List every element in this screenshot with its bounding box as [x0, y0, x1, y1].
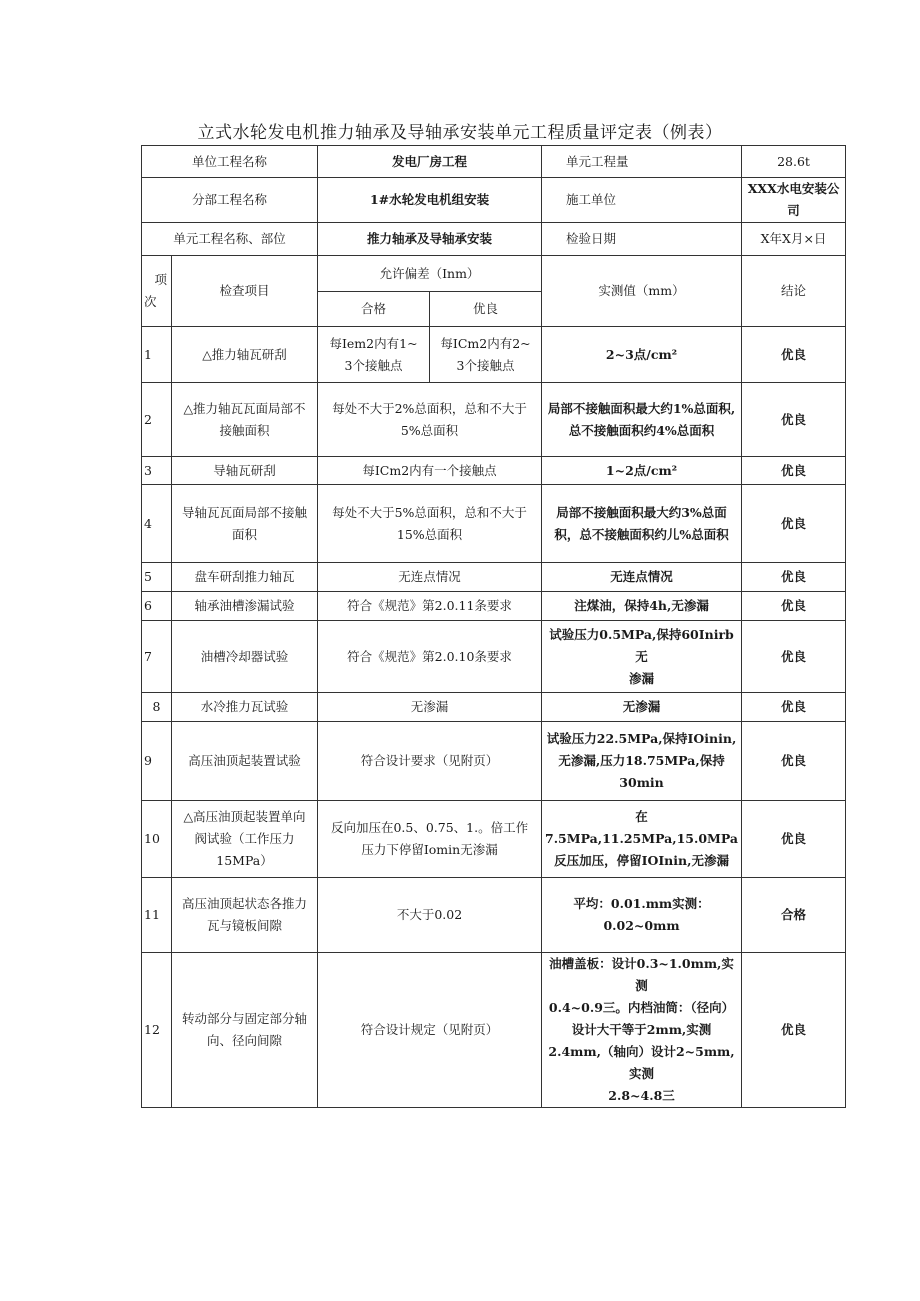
- row-measured-line: 设计大干等于2mm,实测: [571, 1022, 712, 1037]
- quality-evaluation-table: [141, 145, 846, 1108]
- column-header-row-1: [142, 256, 846, 292]
- row-conclusion: 优良: [742, 621, 846, 693]
- row-measured-line: 渗漏: [629, 670, 655, 686]
- row-tolerance-line: 每处不大于2%总面积，总和不大于: [332, 400, 527, 416]
- row-number: 10: [142, 801, 172, 878]
- row-measured-line: 无渗漏,压力18.75MPa,保持: [558, 753, 725, 768]
- row-measured: [542, 722, 742, 801]
- unit-quantity-value: 28.6t: [742, 146, 846, 178]
- row-measured-line: 试验压力0.5MPa,保持60Inirb无: [549, 626, 734, 664]
- row-item-line: 向、径向间隙: [207, 1033, 283, 1048]
- row-number: 2: [142, 383, 172, 457]
- row-item-line: 油槽冷却器试验: [200, 648, 289, 664]
- row-measured-line: 积，总不接触面积约儿%总面积: [554, 526, 729, 542]
- row-measured-line: 0.4~0.9三。内档油筒：（径向）: [548, 1000, 735, 1015]
- row-conclusion: 优良: [742, 563, 846, 592]
- row-conclusion: 优良: [742, 801, 846, 878]
- inspect-date-label: [542, 223, 742, 256]
- row-tolerance-line: 符合《规范》第2.0.11条要求: [347, 598, 512, 613]
- row-conclusion: 优良: [742, 485, 846, 563]
- row-measured-line: 2~3点/cm²: [605, 346, 678, 362]
- unit-quantity-label: [542, 146, 742, 178]
- row-measured-line: 无渗漏: [622, 699, 661, 714]
- table-row: [142, 953, 846, 1108]
- col-index-header: [142, 256, 172, 327]
- row-measured: [542, 801, 742, 878]
- row-tolerance: [318, 592, 542, 621]
- row-measured: [542, 878, 742, 953]
- row-item: [172, 383, 318, 457]
- inspect-date-value: X年X月×日: [742, 223, 846, 256]
- unit-name-label: 单元工程名称、部位: [142, 223, 318, 256]
- row-item: [172, 485, 318, 563]
- table-body: [142, 327, 846, 1108]
- row-measured: [542, 327, 742, 383]
- row-measured-line: 注煤油，保持4h,无渗漏: [574, 598, 709, 613]
- row-conclusion: 合格: [742, 878, 846, 953]
- row-tolerance: [318, 457, 542, 485]
- col-qualified-header: 合格: [318, 292, 430, 327]
- row-number: 4: [142, 485, 172, 563]
- row-qualified: [318, 327, 430, 383]
- contractor-label: [542, 178, 742, 223]
- table-row: [142, 878, 846, 953]
- table-row: [142, 801, 846, 878]
- row-measured-line: 试验压力22.5MPa,保持IOinin,: [546, 731, 737, 746]
- row-item-line: 阀试验（工作压力: [194, 831, 295, 846]
- row-item: [172, 722, 318, 801]
- row-item-line: 导轴瓦瓦面局部不接触: [182, 504, 308, 520]
- row-conclusion: 优良: [742, 953, 846, 1108]
- row-tolerance: [318, 878, 542, 953]
- header-row-2: [142, 178, 846, 223]
- row-tolerance-line: 无连点情况: [398, 569, 461, 584]
- row-measured-line: 平均：0.01.mm实测：0.02~0mm: [573, 896, 710, 933]
- row-item-line: 瓦与镜板间隙: [207, 918, 283, 933]
- table-row: [142, 327, 846, 383]
- row-item: [172, 563, 318, 592]
- row-measured-line: 1~2点/cm²: [605, 462, 678, 478]
- row-tolerance-line: 无渗漏: [410, 699, 449, 714]
- row-tolerance: [318, 383, 542, 457]
- row-measured-line: 在7.5MPa,11.25MPa,15.0MPa: [545, 809, 739, 846]
- row-number: 7: [142, 621, 172, 693]
- row-qualified-line: 每Iem2内有1~: [329, 335, 418, 351]
- row-measured-line: 2.8~4.8三: [608, 1088, 675, 1103]
- row-tolerance-line: 5%总面积: [400, 422, 459, 438]
- col-measured-header: 实测值（mm）: [542, 256, 742, 327]
- row-item-line: △推力轴瓦研刮: [202, 346, 287, 362]
- row-item: [172, 953, 318, 1108]
- row-item: [172, 878, 318, 953]
- row-item: [172, 693, 318, 722]
- table-row: [142, 563, 846, 592]
- header-row-3: [142, 223, 846, 256]
- row-tolerance-line: 15%总面积: [396, 526, 463, 542]
- table-row: [142, 722, 846, 801]
- row-conclusion: 优良: [742, 722, 846, 801]
- row-conclusion: 优良: [742, 457, 846, 485]
- row-tolerance: [318, 801, 542, 878]
- row-measured: [542, 592, 742, 621]
- row-tolerance: [318, 953, 542, 1108]
- table-row: [142, 592, 846, 621]
- row-number: 9: [142, 722, 172, 801]
- row-item-line: 转动部分与固定部分轴: [182, 1011, 308, 1026]
- row-tolerance: [318, 621, 542, 693]
- row-item-line: 高压油顶起状态各推力: [182, 896, 308, 911]
- row-number: 11: [142, 878, 172, 953]
- row-item: [172, 457, 318, 485]
- row-item-line: 水冷推力瓦试验: [200, 699, 289, 714]
- row-measured: [542, 485, 742, 563]
- table-row: [142, 485, 846, 563]
- row-item-line: 15MPa）: [216, 853, 273, 868]
- row-conclusion: 优良: [742, 383, 846, 457]
- row-conclusion: 优良: [742, 592, 846, 621]
- row-number: 8: [142, 693, 172, 722]
- row-tolerance-line: 每处不大于5%总面积，总和不大于: [332, 504, 527, 520]
- row-item-line: △推力轴瓦瓦面局部不: [183, 400, 306, 416]
- row-number: 12: [142, 953, 172, 1108]
- row-tolerance-line: 反向加压在0.5、0.75、1.。倍工作: [330, 820, 529, 835]
- col-tolerance-header: 允许偏差（Inm）: [318, 256, 542, 292]
- row-measured-line: 局部不接触面积最大约1%总面积,: [547, 400, 736, 416]
- row-measured: [542, 693, 742, 722]
- col-index-line: 次: [144, 294, 157, 309]
- row-measured-line: 无连点情况: [610, 569, 673, 584]
- row-item: [172, 621, 318, 693]
- unit-project-label: 单位工程名称: [142, 146, 318, 178]
- row-excellent: [430, 327, 542, 383]
- row-number: 3: [142, 457, 172, 485]
- row-measured-line: 2.4mm,（轴向）设计2~5mm,实测: [548, 1044, 735, 1081]
- unit-project-value: 发电厂房工程: [318, 146, 542, 178]
- contractor-value: XXX水电安装公司: [742, 178, 846, 223]
- table-row: [142, 621, 846, 693]
- row-item: [172, 801, 318, 878]
- col-excellent-header: 优良: [430, 292, 542, 327]
- contractor-label-text: 施工单位: [566, 192, 617, 207]
- row-tolerance: [318, 693, 542, 722]
- table-row: [142, 693, 846, 722]
- page-title: 立式水轮发电机推力轴承及导轴承安装单元工程质量评定表（例表）: [197, 123, 723, 143]
- table-row: [142, 383, 846, 457]
- inspect-date-label-text: 检验日期: [566, 231, 617, 246]
- row-item-line: △高压油顶起装置单向: [183, 809, 306, 824]
- row-excellent-line: 每ICm2内有2~: [440, 335, 531, 351]
- row-tolerance: [318, 485, 542, 563]
- row-measured: [542, 563, 742, 592]
- row-tolerance-line: 符合设计要求（见附页）: [360, 753, 499, 768]
- row-tolerance: [318, 722, 542, 801]
- table-row: [142, 457, 846, 485]
- row-measured-line: 总不接触面积约4%总面积: [568, 422, 715, 438]
- unit-name-value: 推力轴承及导轴承安装: [318, 223, 542, 256]
- row-number: 5: [142, 563, 172, 592]
- row-tolerance-line: 压力下停留Iomin无渗漏: [361, 842, 498, 857]
- row-item: [172, 592, 318, 621]
- row-item-line: 高压油顶起装置试验: [188, 753, 301, 768]
- row-excellent-line: 3个接触点: [456, 357, 515, 373]
- col-index-line: 项: [154, 272, 167, 287]
- row-number: 1: [142, 327, 172, 383]
- row-tolerance-line: 符合《规范》第2.0.10条要求: [347, 648, 512, 664]
- row-tolerance: [318, 563, 542, 592]
- row-measured: [542, 621, 742, 693]
- row-item-line: 盘车研刮推力轴瓦: [194, 569, 295, 584]
- row-conclusion: 优良: [742, 693, 846, 722]
- row-item-line: 轴承油槽渗漏试验: [194, 598, 295, 613]
- col-conclusion-header: 结论: [742, 256, 846, 327]
- row-measured-line: 30min: [619, 775, 664, 790]
- row-tolerance-line: 不大于0.02: [396, 907, 463, 922]
- row-measured-line: 反压加压，停留IOInin,无渗漏: [554, 853, 729, 868]
- row-number: 6: [142, 592, 172, 621]
- row-measured: [542, 953, 742, 1108]
- row-measured: [542, 383, 742, 457]
- row-item: [172, 327, 318, 383]
- row-measured: [542, 457, 742, 485]
- row-item-line: 面积: [232, 526, 258, 542]
- division-value: 1#水轮发电机组安装: [318, 178, 542, 223]
- row-tolerance-line: 每ICm2内有一个接触点: [362, 462, 497, 478]
- division-label: 分部工程名称: [142, 178, 318, 223]
- row-tolerance-line: 符合设计规定（见附页）: [360, 1022, 499, 1037]
- row-item-line: 导轴瓦研刮: [213, 462, 276, 478]
- row-measured-line: 局部不接触面积最大约3%总面: [556, 504, 727, 520]
- row-measured-line: 油槽盖板：设计0.3~1.0mm,实测: [549, 956, 734, 993]
- col-item-header: 检查项目: [172, 256, 318, 327]
- header-row-1: [142, 146, 846, 178]
- row-item-line: 接触面积: [219, 422, 270, 438]
- row-conclusion: 优良: [742, 327, 846, 383]
- unit-quantity-label-text: 单元工程量: [566, 153, 629, 169]
- row-qualified-line: 3个接触点: [344, 357, 403, 373]
